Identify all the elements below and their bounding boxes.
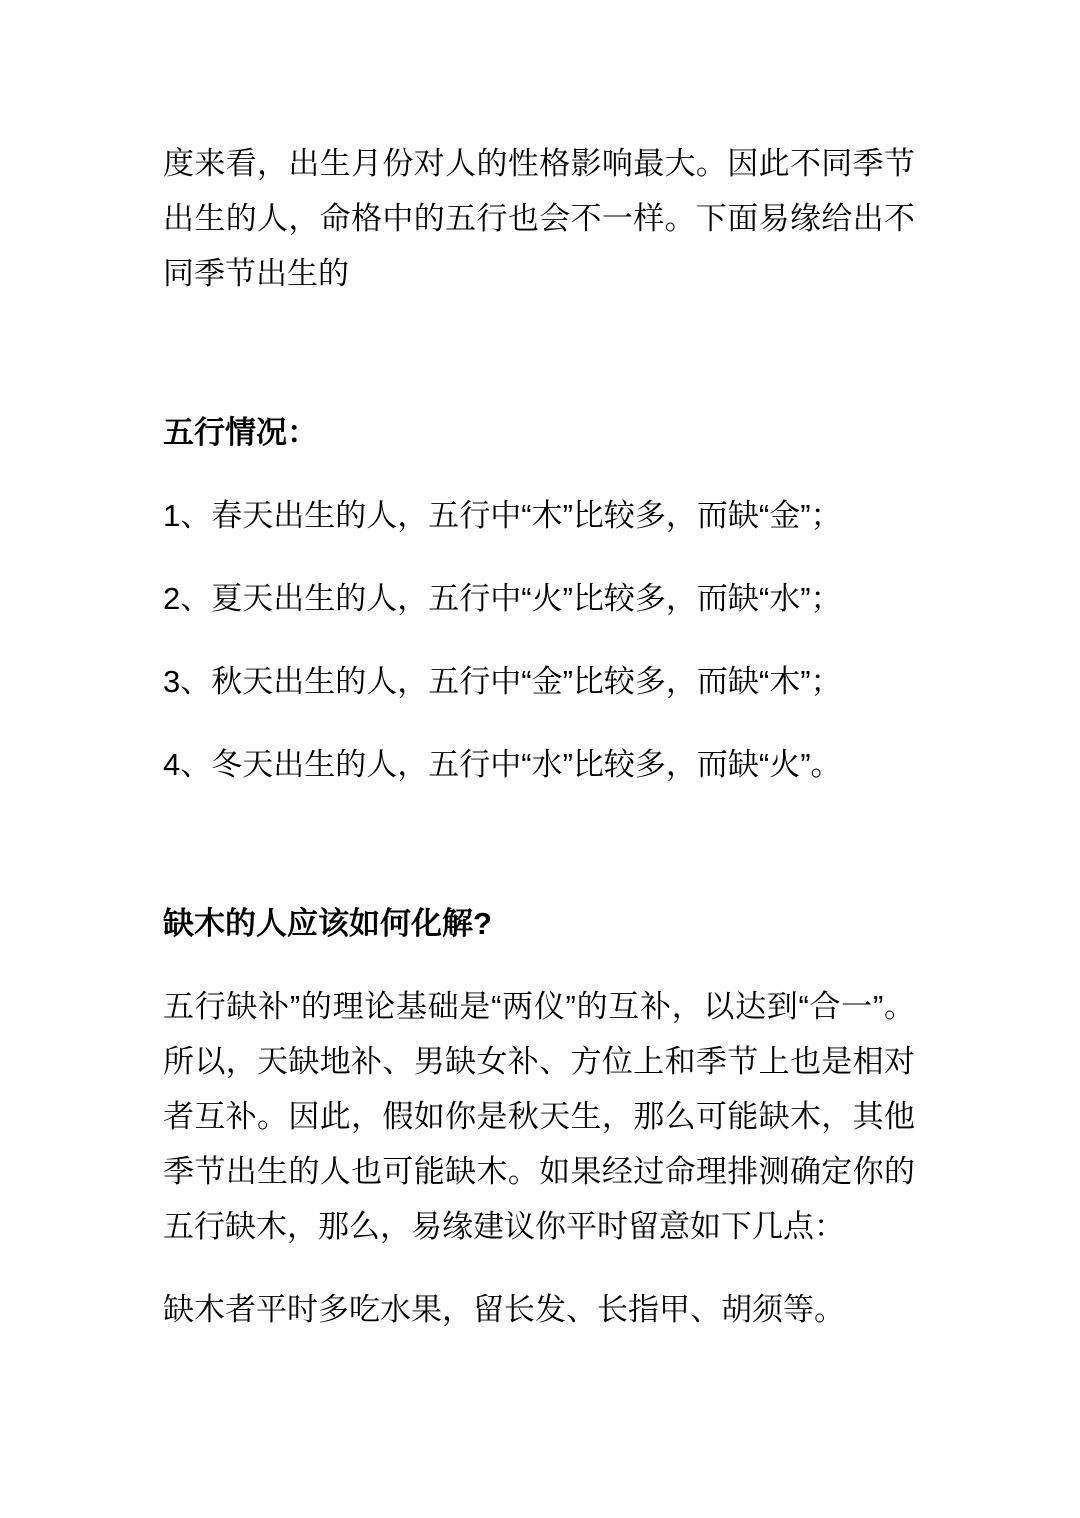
- wuxing-list-item-spring: 1、春天出生的人，五行中“木”比较多，而缺“金”；: [163, 498, 842, 533]
- document-content: [163, 0, 915, 1337]
- wuxing-list-item-summer: 2、夏天出生的人，五行中“火”比较多，而缺“水”；: [163, 581, 842, 616]
- remedy-section-heading: 缺木的人应该如何化解?: [163, 906, 492, 941]
- wuxing-list-item-winter: 4、冬天出生的人，五行中“水”比较多，而缺“火”。: [163, 747, 842, 782]
- intro-paragraph: 度来看，出生月份对人的性格影响最大。因此不同季节出生的人，命格中的五行也会不一样。下面易缘给出不同季节出生的: [163, 146, 915, 291]
- wuxing-list-item-autumn: 3、秋天出生的人，五行中“金”比较多，而缺“木”；: [163, 664, 842, 699]
- remedy-paragraph: 五行缺补”的理论基础是“两仪”的互补，以达到“合一”。所以，天缺地补、男缺女补、方位上和季节上也是相对者互补。因此，假如你是秋天生，那么可能缺木，其他季节出生的人也可能缺木。如果经过命理排测确定你的五行缺木，那么，易缘建议你平时留意如下几点：: [163, 989, 915, 1244]
- remedy-tip-paragraph: 缺木者平时多吃水果，留长发、长指甲、胡须等。: [163, 1292, 845, 1327]
- wuxing-section-heading: 五行情况：: [163, 415, 318, 450]
